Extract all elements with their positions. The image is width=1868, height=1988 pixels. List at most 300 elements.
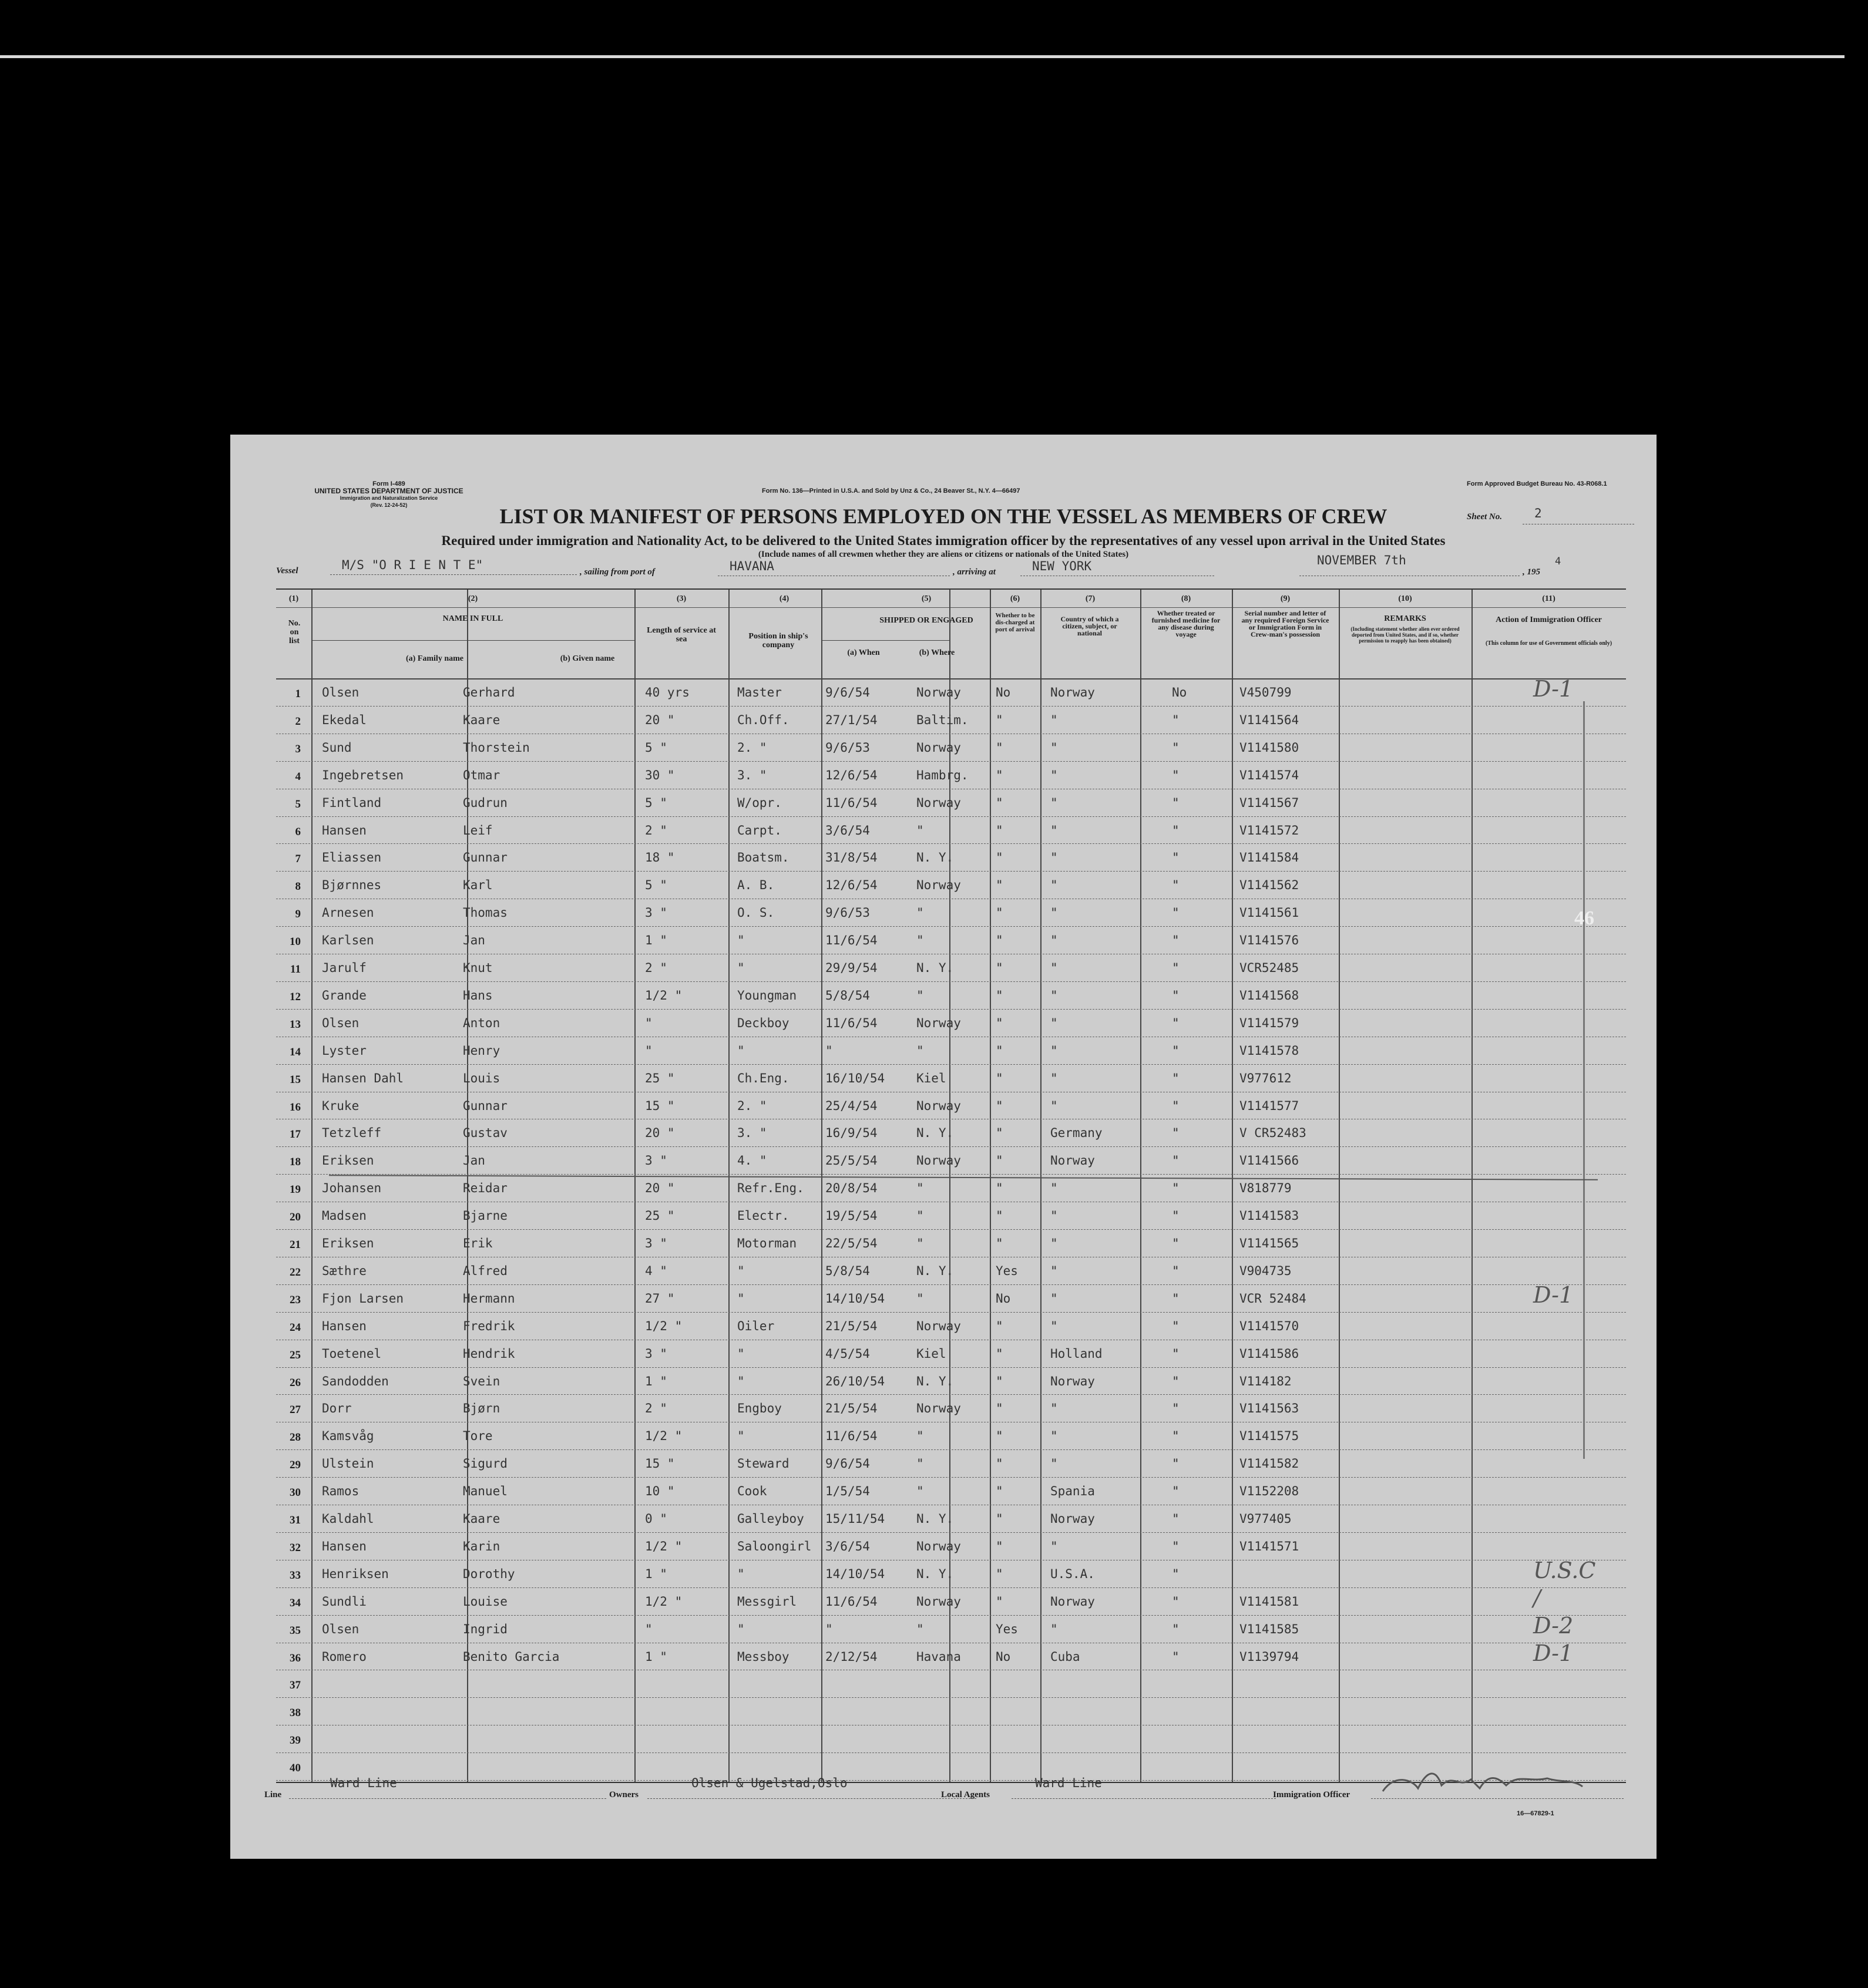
col-family-name: (a) Family name [406, 654, 463, 663]
cell-given: Gudrun [463, 795, 508, 810]
cell-serial: V1141582 [1239, 1456, 1299, 1471]
cell-where: Hambrg. [916, 768, 969, 782]
cell-serial: V450799 [1239, 685, 1292, 699]
cell-treated: " [1172, 795, 1180, 810]
cell-treated: " [1172, 1291, 1180, 1306]
cell-serial: V1141566 [1239, 1153, 1299, 1168]
cell-action: D-1 [1533, 676, 1574, 702]
cell-treated: " [1172, 1401, 1180, 1416]
cell-country: U.S.A. [1050, 1566, 1095, 1581]
cell-discharge: " [996, 1015, 1003, 1030]
cell-treated: " [1172, 1374, 1180, 1388]
cell-family: Ramos [322, 1484, 360, 1499]
cell-discharge: " [996, 850, 1003, 865]
cell-where: " [916, 1236, 924, 1250]
row-number: 29 [290, 1459, 301, 1472]
cell-where: Norway [916, 685, 961, 699]
cell-position: Cook [737, 1484, 767, 1499]
cell-family: Madsen [322, 1209, 367, 1223]
port-from: HAVANA [730, 559, 774, 573]
col-discharge: Whether to be dis-charged at port of arrival [995, 612, 1035, 633]
cell-where: N. Y. [916, 1512, 954, 1526]
cell-country: Norway [1050, 1374, 1095, 1388]
column-divider [1232, 590, 1233, 1782]
cell-where: " [916, 1181, 924, 1196]
cell-position: A. B. [737, 878, 775, 893]
officer-signature-field [1371, 1783, 1624, 1799]
cell-position: Master [737, 685, 782, 699]
cell-treated: " [1172, 850, 1180, 865]
cell-where: Norway [916, 1153, 961, 1168]
cell-position: 2. " [737, 740, 767, 755]
sheet-no: 2 [1534, 506, 1542, 520]
cell-service: 15 " [645, 1456, 675, 1471]
owners-label: Owners [609, 1790, 639, 1799]
col-given-name: (b) Given name [560, 654, 615, 663]
cell-treated: " [1172, 1566, 1180, 1581]
cell-where: Baltim. [916, 712, 969, 727]
crew-note: (Include names of all crewmen whether they are aliens or citizens or nationals of the United States) [758, 550, 1129, 559]
cell-position: " [737, 1429, 745, 1444]
cell-serial: V1141586 [1239, 1346, 1299, 1361]
cell-position: 2. " [737, 1098, 767, 1113]
cell-when: 11/6/54 [825, 1594, 878, 1609]
cell-where: Norway [916, 795, 961, 810]
cell-given: Svein [463, 1374, 500, 1388]
cell-family: Sundli [322, 1594, 367, 1609]
arriving-label: , arriving at [953, 567, 996, 577]
cell-country: " [1050, 1456, 1058, 1471]
cell-serial: V977405 [1239, 1512, 1292, 1526]
col-6-number: (6) [1010, 594, 1020, 603]
cell-position: Ch.Off. [737, 712, 789, 727]
cell-family: Eliassen [322, 850, 382, 865]
cell-family: Henriksen [322, 1566, 389, 1581]
cell-family: Hansen [322, 1318, 367, 1333]
cell-discharge: " [996, 878, 1003, 893]
cell-discharge: " [996, 795, 1003, 810]
cell-when: 9/6/53 [825, 740, 870, 755]
cell-given: Karin [463, 1539, 500, 1553]
cell-discharge: " [996, 1043, 1003, 1058]
cell-serial: V1141575 [1239, 1429, 1299, 1444]
cell-given: Manuel [463, 1484, 508, 1499]
cell-where: " [916, 933, 924, 948]
cell-country: Holland [1050, 1346, 1103, 1361]
page-number: 46 [1574, 907, 1594, 929]
cell-when: 11/6/54 [825, 1429, 878, 1444]
cell-service: 1 " [645, 933, 667, 948]
cell-given: Gunnar [463, 1098, 508, 1113]
col-5-number: (5) [921, 594, 932, 603]
cell-discharge: No [996, 685, 1011, 699]
cell-service: 1/2 " [645, 1539, 683, 1553]
row-number: 27 [290, 1404, 301, 1417]
cell-when: 29/9/54 [825, 961, 878, 975]
cell-service: 0 " [645, 1512, 667, 1526]
cell-where: Norway [916, 1401, 961, 1416]
row-number: 31 [290, 1514, 301, 1526]
cell-given: Fredrik [463, 1318, 515, 1333]
cell-treated: " [1172, 1098, 1180, 1113]
col-2-number: (2) [468, 594, 478, 603]
cell-when: 16/10/54 [825, 1071, 885, 1085]
cell-family: Johansen [322, 1181, 382, 1196]
cell-discharge: " [996, 1566, 1003, 1581]
vessel-field [330, 559, 577, 575]
row-number: 17 [290, 1128, 301, 1141]
cell-family: Olsen [322, 1622, 360, 1636]
cell-treated: " [1172, 1456, 1180, 1471]
cell-country: Norway [1050, 685, 1095, 699]
cell-service: 1 " [645, 1374, 667, 1388]
cell-family: Hansen [322, 1539, 367, 1553]
cell-country: Spania [1050, 1484, 1095, 1499]
year-label: , 195 [1523, 567, 1540, 577]
cell-treated: " [1172, 712, 1180, 727]
arrival-date: NOVEMBER 7th [1317, 553, 1406, 567]
cell-given: Jan [463, 1153, 485, 1168]
col-action: Action of Immigration Officer [1496, 615, 1602, 624]
cell-where: Norway [916, 1539, 961, 1553]
cell-where: " [916, 1456, 924, 1471]
col-1-number: (1) [288, 594, 299, 603]
row-divider [276, 1146, 1626, 1148]
cell-country: " [1050, 1291, 1058, 1306]
cell-family: Kaldahl [322, 1512, 374, 1526]
cell-when: 25/5/54 [825, 1153, 878, 1168]
row-number: 25 [290, 1348, 301, 1361]
cell-given: Thomas [463, 906, 508, 920]
cell-serial: V1141585 [1239, 1622, 1299, 1636]
revision: (Rev. 12-24-52) [370, 502, 408, 508]
cell-discharge: " [996, 1374, 1003, 1388]
col-remarks: REMARKS [1384, 614, 1426, 623]
cell-country: " [1050, 1622, 1058, 1636]
cell-position: Deckboy [737, 1015, 789, 1030]
col-position: Position in ship's company [748, 632, 808, 650]
col-shipped-or-engaged: SHIPPED OR ENGAGED [879, 616, 973, 625]
row-divider [276, 1725, 1626, 1726]
cell-action: D-2 [1533, 1612, 1574, 1639]
cell-country: " [1050, 1263, 1058, 1278]
row-divider [276, 926, 1626, 927]
cell-position: " [737, 1346, 745, 1361]
cell-family: Hansen Dahl [322, 1071, 404, 1085]
col-10-number: (10) [1398, 594, 1412, 603]
cell-when: 14/10/54 [825, 1566, 885, 1581]
cell-treated: No [1172, 685, 1187, 699]
cell-discharge: " [996, 961, 1003, 975]
row-divider [276, 1202, 1626, 1203]
officer-signature [1371, 1762, 1618, 1797]
cell-country: " [1050, 933, 1058, 948]
cell-given: Dorothy [463, 1566, 515, 1581]
sheet-no-field [1523, 506, 1634, 524]
cell-when: 14/10/54 [825, 1291, 885, 1306]
column-divider [1339, 590, 1340, 1782]
cell-when: 26/10/54 [825, 1374, 885, 1388]
cell-where: " [916, 1622, 924, 1636]
cell-country: " [1050, 1236, 1058, 1250]
cell-country: " [1050, 1043, 1058, 1058]
cell-service: 1/2 " [645, 1594, 683, 1609]
cell-where: " [916, 906, 924, 920]
cell-given: Leif [463, 823, 493, 837]
cell-given: Kaare [463, 1512, 500, 1526]
col-treated: Whether treated or furnished medicine for any disease during voyage [1151, 609, 1221, 638]
cell-position: 4. " [737, 1153, 767, 1168]
cell-discharge: " [996, 1401, 1003, 1416]
cell-family: Tetzleff [322, 1126, 382, 1141]
cell-given: Jan [463, 933, 485, 948]
cell-country: " [1050, 906, 1058, 920]
col-name-in-full: NAME IN FULL [442, 614, 503, 623]
cell-position: O. S. [737, 906, 775, 920]
cell-serial: V1141576 [1239, 933, 1299, 948]
cell-family: Jarulf [322, 961, 367, 975]
name-subheader-rule [311, 640, 634, 641]
row-divider [276, 789, 1626, 790]
cell-when: 9/6/53 [825, 906, 870, 920]
cell-serial: V904735 [1239, 1263, 1292, 1278]
cell-treated: " [1172, 1346, 1180, 1361]
cell-country: " [1050, 988, 1058, 1003]
service: Immigration and Naturalization Service [340, 495, 438, 501]
cell-action: D-1 [1533, 1281, 1574, 1308]
cell-where: N. Y. [916, 850, 954, 865]
cell-given: Hendrik [463, 1346, 515, 1361]
cell-when: 3/6/54 [825, 823, 870, 837]
cell-treated: " [1172, 1181, 1180, 1196]
col-country: Country of which a citizen, subject, or national [1060, 615, 1119, 637]
cell-treated: " [1172, 1153, 1180, 1168]
cell-treated: " [1172, 1209, 1180, 1223]
row-divider [276, 1257, 1626, 1258]
column-divider [1040, 590, 1041, 1782]
cell-service: 10 " [645, 1484, 675, 1499]
cell-family: Ekedal [322, 712, 367, 727]
cell-discharge: " [996, 1209, 1003, 1223]
cell-given: Knut [463, 961, 493, 975]
column-divider [1140, 590, 1141, 1782]
cell-when: 27/1/54 [825, 712, 878, 727]
row-divider [276, 1119, 1626, 1120]
cell-service: 25 " [645, 1209, 675, 1223]
cell-position: " [737, 1291, 745, 1306]
row-number: 7 [295, 853, 301, 866]
owners-value: Olsen & Ugelstad,Oslo [691, 1776, 848, 1790]
cell-treated: " [1172, 933, 1180, 948]
agents-field [1012, 1776, 1276, 1799]
row-number: 40 [290, 1762, 301, 1775]
header-bottom-rule [276, 678, 1626, 680]
cell-given: Sigurd [463, 1456, 508, 1471]
cell-position: Messboy [737, 1649, 789, 1664]
cell-service: 1 " [645, 1649, 667, 1664]
col-remarks-note: (Including statement whether alien ever ordered deported from United States, and if so, whether permission to reapply has been obtained) [1350, 626, 1460, 644]
cell-serial: VCR52485 [1239, 961, 1299, 975]
cell-family: Olsen [322, 1015, 360, 1030]
cell-service: 5 " [645, 740, 667, 755]
cell-family: Eriksen [322, 1153, 374, 1168]
cell-discharge: " [996, 1236, 1003, 1250]
row-divider [276, 1422, 1626, 1423]
cell-action: / [1533, 1585, 1541, 1611]
cell-service: 20 " [645, 712, 675, 727]
cell-where: N. Y. [916, 1263, 954, 1278]
cell-serial: V1141581 [1239, 1594, 1299, 1609]
cell-when: 11/6/54 [825, 1015, 878, 1030]
cell-service: 3 " [645, 1236, 667, 1250]
cell-family: Dorr [322, 1401, 352, 1416]
cell-serial: V1141579 [1239, 1015, 1299, 1030]
cell-position: W/opr. [737, 795, 782, 810]
cell-country: " [1050, 712, 1058, 727]
cell-country: " [1050, 740, 1058, 755]
row-divider [276, 899, 1626, 900]
cell-country: " [1050, 1181, 1058, 1196]
cell-discharge: " [996, 823, 1003, 837]
cell-family: Kamsvåg [322, 1429, 374, 1444]
cell-discharge: No [996, 1649, 1011, 1664]
officer-label: Immigration Officer [1273, 1790, 1350, 1799]
cell-family: Olsen [322, 685, 360, 699]
cell-position: Saloongirl [737, 1539, 812, 1553]
column-divider [311, 590, 313, 1782]
col-where: (b) Where [919, 648, 955, 657]
col-7-number: (7) [1085, 594, 1096, 603]
cell-country: Norway [1050, 1594, 1095, 1609]
cell-given: Otmar [463, 768, 500, 782]
cell-position: Youngman [737, 988, 797, 1003]
row-divider [276, 1312, 1626, 1313]
cell-position: Motorman [737, 1236, 797, 1250]
row-divider [276, 1340, 1626, 1341]
cell-country: " [1050, 823, 1058, 837]
cell-serial: V1141583 [1239, 1209, 1299, 1223]
cell-treated: " [1172, 878, 1180, 893]
cell-serial: V1141568 [1239, 988, 1299, 1003]
cell-service: 3 " [645, 1153, 667, 1168]
cell-discharge: " [996, 1126, 1003, 1141]
cell-service: 30 " [645, 768, 675, 782]
cell-service: 20 " [645, 1181, 675, 1196]
cell-discharge: " [996, 1153, 1003, 1168]
cell-given: Thorstein [463, 740, 530, 755]
cell-position: " [737, 1566, 745, 1581]
cell-where: N. Y. [916, 1566, 954, 1581]
agents-value: Ward Line [1035, 1776, 1102, 1790]
cell-country: " [1050, 1401, 1058, 1416]
manifest-subtitle: Required under immigration and Nationality Act, to be delivered to the United States immigration officer by the representatives of any vessel upon arrival in the United States [441, 533, 1446, 548]
cell-country: " [1050, 1429, 1058, 1444]
cell-serial: V1141572 [1239, 823, 1299, 837]
line-field [289, 1776, 606, 1799]
cell-discharge: " [996, 1071, 1003, 1085]
cell-position: Engboy [737, 1401, 782, 1416]
cell-serial: V1141570 [1239, 1318, 1299, 1333]
cell-when: 20/8/54 [825, 1181, 878, 1196]
col-11-number: (11) [1542, 594, 1555, 603]
cell-service: 3 " [645, 906, 667, 920]
cell-family: Sandodden [322, 1374, 389, 1388]
cell-where: " [916, 1429, 924, 1444]
cell-when: 12/6/54 [825, 878, 878, 893]
row-number: 21 [290, 1239, 301, 1251]
cell-when: 12/6/54 [825, 768, 878, 782]
row-number: 9 [295, 908, 301, 921]
row-divider [276, 1064, 1626, 1065]
row-number: 10 [290, 936, 301, 948]
cell-treated: " [1172, 1429, 1180, 1444]
cell-treated: " [1172, 1015, 1180, 1030]
cell-serial: VCR 52484 [1239, 1291, 1306, 1306]
line-value: Ward Line [330, 1776, 397, 1790]
cell-service: 2 " [645, 823, 667, 837]
cell-serial: V1141574 [1239, 768, 1299, 782]
cell-when: 21/5/54 [825, 1318, 878, 1333]
col-action-note: (This column for use of Government officials only) [1485, 640, 1612, 647]
row-number: 15 [290, 1073, 301, 1086]
cell-country: " [1050, 768, 1058, 782]
row-divider [276, 1449, 1626, 1451]
cell-when: 9/6/54 [825, 1456, 870, 1471]
row-number: 28 [290, 1431, 301, 1444]
col-8-number: (8) [1181, 594, 1191, 603]
cell-serial: V1141564 [1239, 712, 1299, 727]
row-number: 37 [290, 1679, 301, 1692]
cell-when: 11/6/54 [825, 933, 878, 948]
line-label: Line [264, 1790, 282, 1799]
cell-discharge: " [996, 1318, 1003, 1333]
cell-discharge: " [996, 1594, 1003, 1609]
row-number: 3 [295, 742, 301, 755]
cell-country: " [1050, 1318, 1058, 1333]
cell-given: Gerhard [463, 685, 515, 699]
cell-discharge: " [996, 740, 1003, 755]
row-divider [276, 734, 1626, 735]
row-divider [276, 761, 1626, 762]
cell-discharge: " [996, 1539, 1003, 1553]
cell-service: 1 " [645, 1566, 667, 1581]
row-divider [276, 1477, 1626, 1478]
cell-position: Electr. [737, 1209, 789, 1223]
cell-treated: " [1172, 1126, 1180, 1141]
cell-serial: V1141571 [1239, 1539, 1299, 1553]
cell-service: 1/2 " [645, 1318, 683, 1333]
cell-where: " [916, 1209, 924, 1223]
col-no-on-list: No. on list [288, 619, 301, 645]
cell-when: 4/5/54 [825, 1346, 870, 1361]
cell-when: 15/11/54 [825, 1512, 885, 1526]
column-divider [728, 590, 730, 1782]
row-divider [276, 1752, 1626, 1754]
cell-family: Bjørnnes [322, 878, 382, 893]
cell-when: 31/8/54 [825, 850, 878, 865]
form-id: Form I-489 [372, 480, 405, 487]
row-number: 33 [290, 1569, 301, 1582]
approval-note: Form Approved Budget Bureau No. 43-R068.1 [1467, 480, 1607, 487]
cell-serial: V1141578 [1239, 1043, 1299, 1058]
row-divider [276, 1560, 1626, 1561]
cell-given: Bjarne [463, 1209, 508, 1223]
cell-country: " [1050, 1539, 1058, 1553]
cell-family: Grande [322, 988, 367, 1003]
cell-when: 22/5/54 [825, 1236, 878, 1250]
cell-service: 18 " [645, 850, 675, 865]
cell-treated: " [1172, 823, 1180, 837]
